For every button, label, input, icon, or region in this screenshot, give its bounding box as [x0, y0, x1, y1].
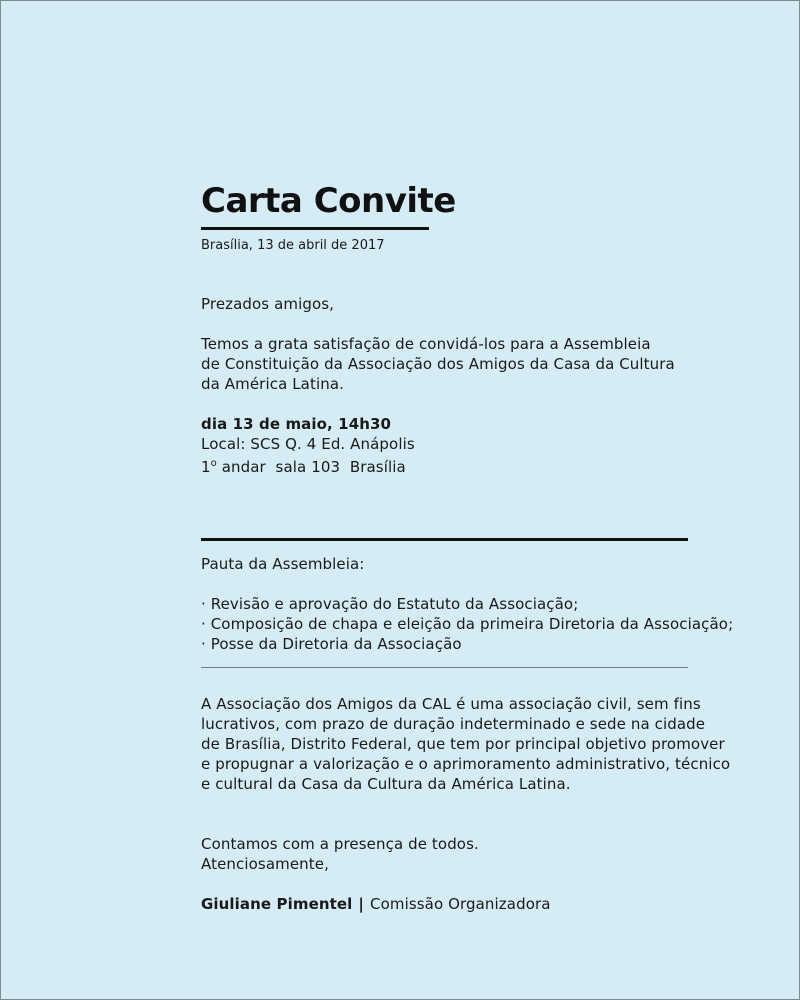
intro-line: da América Latina. — [201, 375, 344, 393]
closing — [201, 834, 479, 874]
intro-paragraph — [201, 334, 721, 394]
floor-ordinal: o — [210, 458, 217, 469]
signer-role: Comissão Organizadora — [370, 895, 551, 913]
closing-line: Contamos com a presença de todos. — [201, 835, 479, 853]
title-underline — [201, 227, 429, 230]
event-room — [201, 454, 415, 477]
about-line: de Brasília, Distrito Federal, que tem por principal objetivo promover — [201, 735, 725, 753]
event-room-rest: andar sala 103 Brasília — [216, 458, 406, 476]
signer-name: Giuliane Pimentel — [201, 895, 353, 913]
about-paragraph — [201, 694, 741, 794]
agenda-item: · Composição de chapa e eleição da primeira Diretoria da Associação; — [201, 615, 734, 633]
agenda-list — [201, 594, 741, 654]
event-details — [201, 414, 415, 477]
agenda-item: · Posse da Diretoria da Associação — [201, 635, 462, 653]
agenda-section — [201, 554, 741, 654]
agenda-item: · Revisão e aprovação do Estatuto da Associação; — [201, 595, 579, 613]
about-line: lucrativos, com prazo de duração indeterminado e sede na cidade — [201, 715, 706, 733]
signature — [201, 894, 551, 914]
letter-content — [201, 181, 734, 913]
about-line: A Associação dos Amigos da CAL é uma associação civil, sem fins — [201, 695, 701, 713]
section-divider-thick — [201, 538, 688, 541]
letter-title: Carta Convite — [201, 181, 456, 221]
floor-number: 1 — [201, 458, 211, 476]
event-date-time: dia 13 de maio, 14h30 — [201, 415, 392, 433]
about-line: e cultural da Casa da Cultura da América Latina. — [201, 775, 571, 793]
signature-separator: | — [358, 895, 365, 913]
section-divider-thin — [201, 667, 688, 668]
intro-line: Temos a grata satisfação de convidá-los para a Assembleia — [201, 335, 651, 353]
agenda-heading: Pauta da Assembleia: — [201, 555, 365, 573]
closing-line: Atenciosamente, — [201, 855, 329, 873]
about-line: e propugnar a valorização e o aprimoramento administrativo, técnico — [201, 755, 731, 773]
event-location: Local: SCS Q. 4 Ed. Anápolis — [201, 435, 415, 453]
letter-date: Brasília, 13 de abril de 2017 — [201, 238, 385, 253]
intro-line: de Constituição da Associação dos Amigos da Casa da Cultura — [201, 355, 675, 373]
greeting: Prezados amigos, — [201, 295, 335, 313]
